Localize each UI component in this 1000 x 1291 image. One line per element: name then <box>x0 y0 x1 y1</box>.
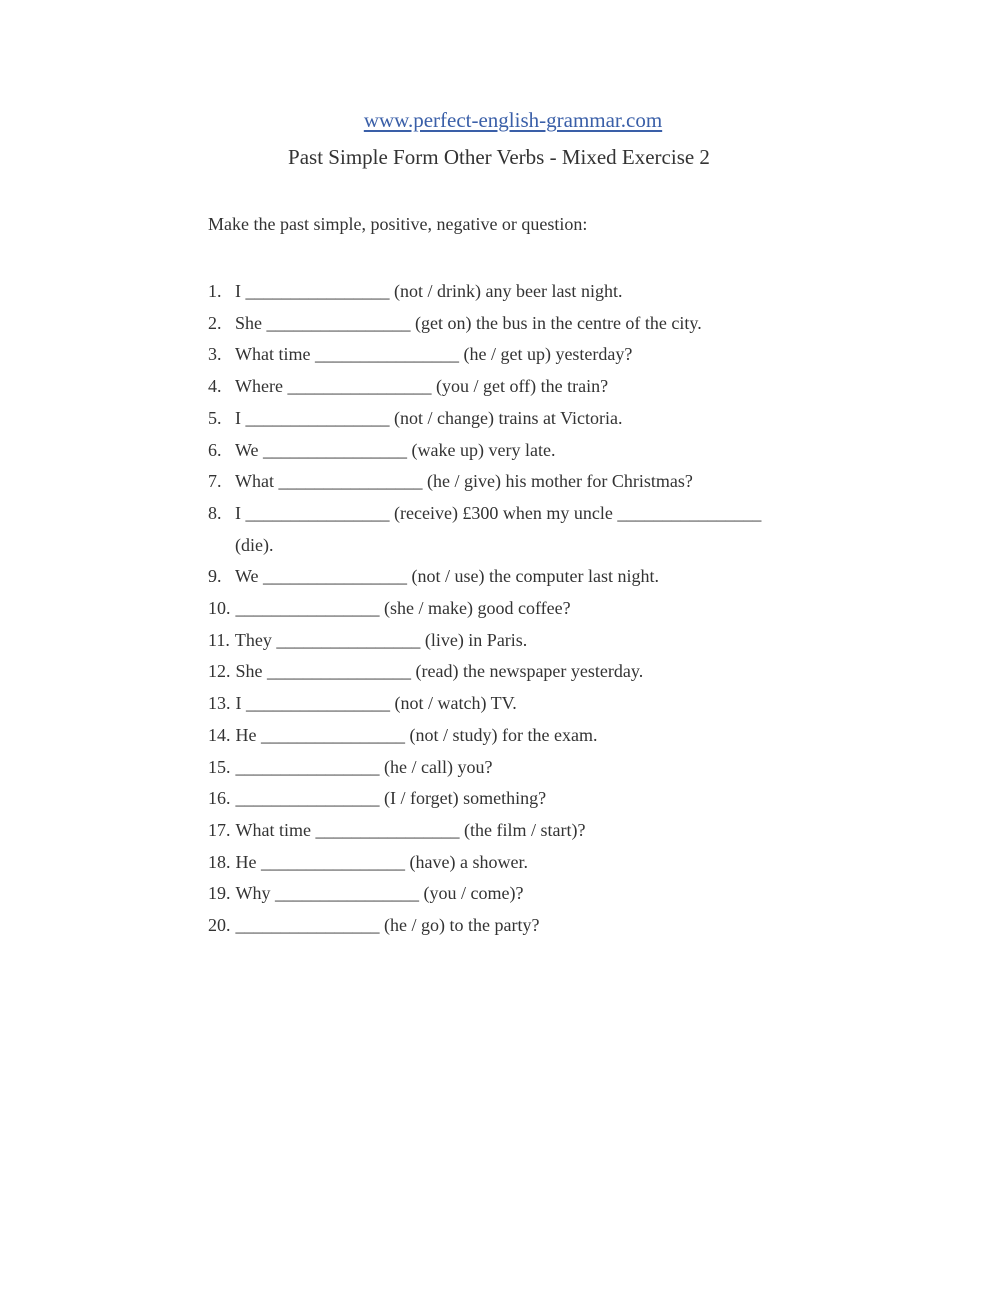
exercise-item-18 <box>208 847 761 879</box>
exercise-number: 4. <box>208 376 222 397</box>
exercise-text: ________________ (I / forget) something? <box>235 788 547 809</box>
exercise-number: 5. <box>208 407 222 428</box>
exercise-list <box>208 276 761 942</box>
exercise-text: Why ________________ (you / come)? <box>235 883 524 904</box>
exercise-item-14 <box>208 720 761 752</box>
exercise-item-19 <box>208 878 761 910</box>
exercise-item-13 <box>208 688 761 720</box>
exercise-number: 13. <box>208 693 231 714</box>
exercise-text: We ________________ (not / use) the computer last night. <box>235 566 659 587</box>
exercise-item-16 <box>208 783 761 815</box>
exercise-number: 11. <box>208 629 230 650</box>
exercise-number: 16. <box>208 788 231 809</box>
exercise-item-15 <box>208 752 761 784</box>
exercise-number: 15. <box>208 756 231 777</box>
exercise-number: 1. <box>208 281 222 301</box>
exercise-number: 8. <box>208 502 222 523</box>
exercise-number: 20. <box>208 915 231 936</box>
exercise-item-10 <box>208 593 761 625</box>
exercise-number: 17. <box>208 819 231 840</box>
exercise-text: She ________________ (get on) the bus in the centre of the city. <box>235 312 702 333</box>
exercise-item-11 <box>208 625 761 657</box>
exercise-item-5 <box>208 403 761 435</box>
exercise-text: I ________________ (not / change) trains at Victoria. <box>235 407 623 428</box>
exercise-number: 3. <box>208 344 222 365</box>
exercise-item-6 <box>208 435 761 467</box>
exercise-number: 9. <box>208 566 222 587</box>
exercise-text: Where ________________ (you / get off) the train? <box>235 376 609 397</box>
exercise-text-continuation: (die). <box>235 534 274 555</box>
exercise-text: She ________________ (read) the newspaper yesterday. <box>235 661 644 682</box>
exercise-item-9 <box>208 561 761 593</box>
exercise-text: They ________________ (live) in Paris. <box>234 629 528 650</box>
exercise-text: What ________________ (he / give) his mother for Christmas? <box>235 471 693 492</box>
exercise-text: What time ________________ (he / get up) yesterday? <box>235 344 633 365</box>
exercise-number: 6. <box>208 439 222 460</box>
exercise-number: 12. <box>208 661 231 682</box>
exercise-number: 19. <box>208 883 231 904</box>
exercise-number: 14. <box>208 724 231 745</box>
exercise-number: 10. <box>208 598 231 619</box>
exercise-item-4 <box>208 371 761 403</box>
instructions: Make the past simple, positive, negative or question: <box>208 214 588 234</box>
exercise-item-8 <box>208 498 761 530</box>
exercise-item-20 <box>208 910 761 942</box>
exercise-text: We ________________ (wake up) very late. <box>235 439 556 460</box>
exercise-text: ________________ (he / go) to the party? <box>235 915 540 936</box>
exercise-item-1 <box>208 276 761 308</box>
exercise-text: I ________________ (receive) £300 when my uncle ________________ <box>235 502 762 523</box>
exercise-text: I ________________ (not / drink) any beer last night. <box>235 281 623 301</box>
exercise-item-2 <box>208 308 761 340</box>
exercise-item-8-continuation <box>208 530 761 562</box>
page-title: Past Simple Form Other Verbs - Mixed Exercise 2 <box>288 145 710 169</box>
exercise-number: 18. <box>208 851 231 872</box>
exercise-text: ________________ (she / make) good coffee? <box>235 598 571 619</box>
exercise-text: He ________________ (have) a shower. <box>235 851 528 872</box>
exercise-text: ________________ (he / call) you? <box>235 756 493 777</box>
exercise-item-17 <box>208 815 761 847</box>
site-url-link[interactable]: www.perfect-english-grammar.com <box>363 108 663 132</box>
exercise-item-12 <box>208 656 761 688</box>
exercise-text: I ________________ (not / watch) TV. <box>235 693 517 714</box>
exercise-text: He ________________ (not / study) for the exam. <box>235 724 598 745</box>
exercise-item-3 <box>208 339 761 371</box>
exercise-text: What time ________________ (the film / start)? <box>235 819 586 840</box>
exercise-number: 2. <box>208 312 222 333</box>
exercise-item-7 <box>208 466 761 498</box>
exercise-number: 7. <box>208 471 222 492</box>
